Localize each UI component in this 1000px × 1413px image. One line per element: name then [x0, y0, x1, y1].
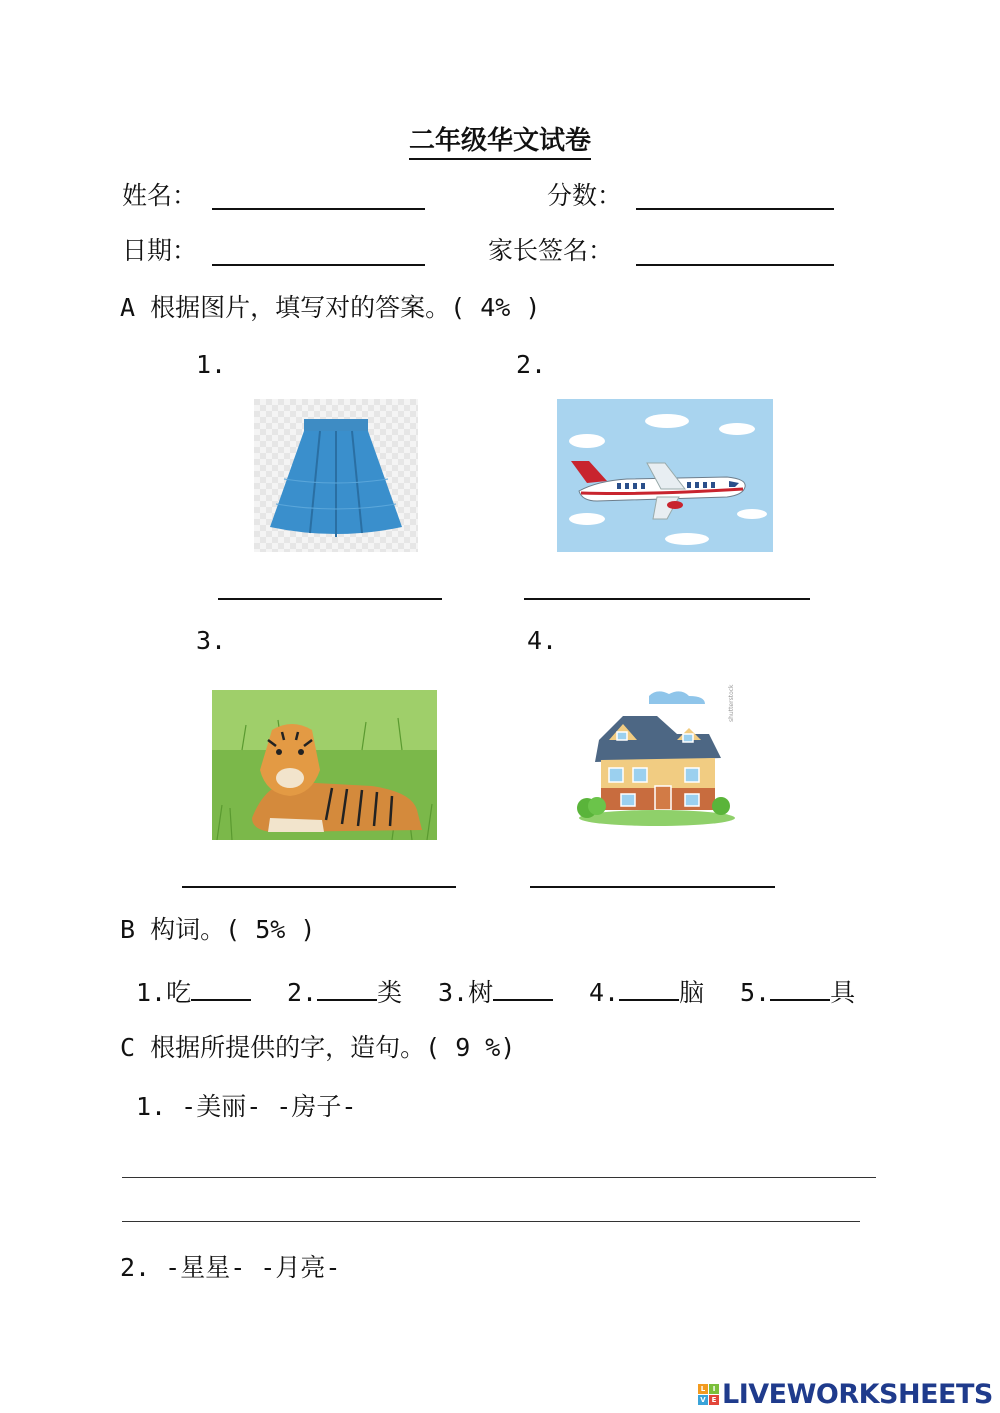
word-blank-5[interactable] [770, 975, 830, 1001]
liveworksheets-watermark [698, 1377, 993, 1411]
item-2-number: 2. [516, 350, 547, 379]
logo-letter-e: E [709, 1395, 719, 1405]
sentence-line-1b[interactable] [122, 1221, 860, 1222]
svg-text:shutterstock: shutterstock [728, 684, 735, 722]
logo-letter-l: L [698, 1384, 708, 1394]
sentence-line-1a[interactable] [122, 1177, 876, 1178]
word-item-1 [136, 975, 251, 1008]
item-4-number: 4. [527, 626, 558, 655]
sentence-question-1: 1. -美丽- -房子- [136, 1092, 357, 1121]
word-item-2 [287, 975, 402, 1008]
score-field[interactable] [636, 208, 834, 210]
word-item-4-suffix: 脑 [679, 978, 705, 1007]
house-image [565, 682, 745, 840]
word-item-2-prefix: 2. [287, 978, 318, 1007]
worksheet-title [0, 124, 1000, 158]
word-item-5-suffix: 具 [830, 978, 856, 1007]
word-blank-3[interactable] [493, 975, 553, 1001]
word-item-3 [438, 975, 553, 1008]
parent-signature-field[interactable] [636, 264, 834, 266]
item-3-number: 3. [196, 626, 227, 655]
liveworksheets-logo-icon [698, 1384, 719, 1405]
parent-signature-label: 家长签名： [488, 236, 614, 265]
airplane-image [557, 399, 773, 552]
word-item-5-prefix: 5. [740, 978, 771, 1007]
answer-line-4[interactable] [530, 886, 775, 888]
word-item-3-prefix: 3.树 [438, 978, 494, 1007]
word-item-4-prefix: 4. [589, 978, 620, 1007]
name-field[interactable] [212, 208, 425, 210]
word-item-1-prefix: 1.吃 [136, 978, 192, 1007]
logo-letter-i: I [709, 1384, 719, 1394]
section-b-heading: B 构词。( 5% ) [120, 915, 316, 944]
watermark-text: LIVEWORKSHEETS [722, 1378, 993, 1410]
item-1-number: 1. [196, 350, 227, 379]
answer-line-3[interactable] [182, 886, 456, 888]
tiger-image [212, 690, 437, 840]
word-blank-1[interactable] [191, 975, 251, 1001]
section-a-heading: A 根据图片，填写对的答案。( 4% ) [120, 293, 541, 322]
date-field[interactable] [212, 264, 425, 266]
answer-line-1[interactable] [218, 598, 442, 600]
section-c-heading: C 根据所提供的字，造句。( 9 %) [120, 1033, 516, 1062]
sentence-question-2: 2. -星星- -月亮- [120, 1253, 341, 1282]
word-item-4 [589, 975, 704, 1008]
word-item-5 [740, 975, 855, 1008]
word-item-2-suffix: 类 [377, 978, 403, 1007]
skirt-image [254, 399, 418, 552]
word-blank-4[interactable] [619, 975, 679, 1001]
answer-line-2[interactable] [524, 598, 810, 600]
name-label: 姓名： [122, 181, 198, 210]
score-label: 分数： [547, 181, 623, 210]
word-blank-2[interactable] [317, 975, 377, 1001]
date-label: 日期： [122, 236, 198, 265]
logo-letter-v: V [698, 1395, 708, 1405]
title-text: 二年级华文试卷 [409, 126, 591, 160]
